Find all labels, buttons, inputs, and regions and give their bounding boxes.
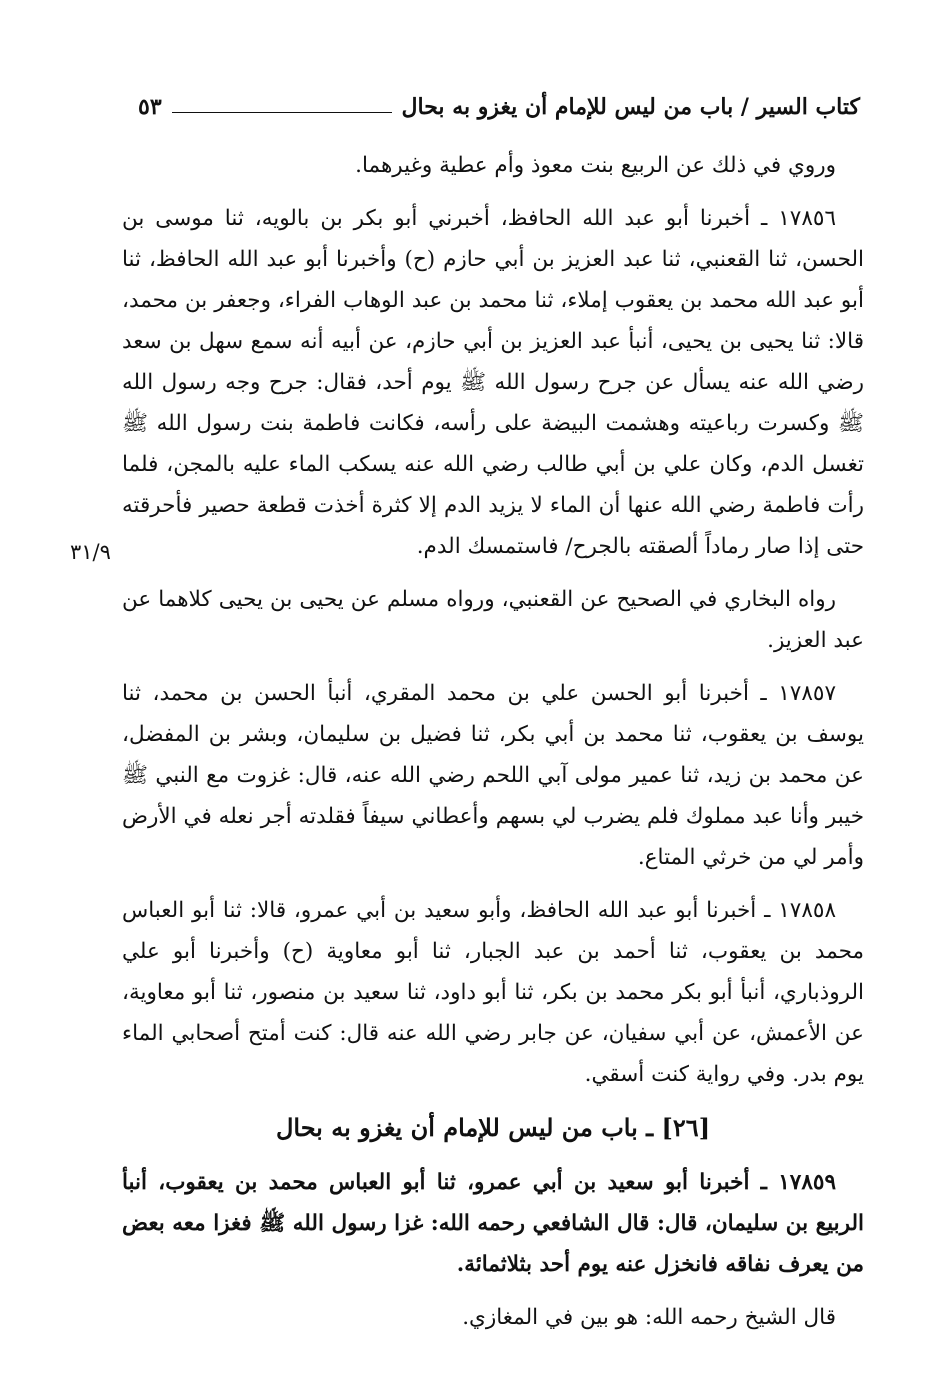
paragraph-bukhari: رواه البخاري في الصحيح عن القعنبي، ورواه مسلم عن يحيى بن يحيى كلاهما عن عبد العزيز.	[122, 587, 864, 653]
closing-remark: قال الشيخ رحمه الله: هو بين في المغازي.	[462, 1305, 836, 1330]
page-number: ٥٣	[138, 94, 162, 120]
header-title: كتاب السير / باب من ليس للإمام أن يغزو به بحال	[401, 94, 860, 120]
margin-reference: ٣١/٩	[70, 540, 111, 564]
chapter-heading: [٢٦] ـ باب من ليس للإمام أن يغزو به بحال	[275, 1113, 711, 1142]
hadith-17856: ١٧٨٥٦ ـ أخبرنا أبو عبد الله الحافظ، أخبرني أبو بكر بن بالويه، ثنا موسى بن الحسن، ثنا القعنبي، ثنا عبد العزيز بن أبي حازم (ح) وأخبرنا أبو عبد الله الحافظ، ثنا أبو عبد الله محمد بن يعقوب إملاء، ثنا محمد بن عبد الوهاب الفراء، وجعفر بن محمد، قالا: ثنا يحيى بن يحيى، أنبأ عبد العزيز بن أبي حازم، عن أبيه أنه سمع سهل بن سعد رضي الله عنه يسأل عن جرح رسول الله ﷺ يوم أحد، فقال: جرح وجه رسول الله ﷺ وكسرت رباعيته وهشمت البيضة على رأسه، فكانت فاطمة بنت رسول الله ﷺ تغسل الدم، وكان علي بن أبي طالب رضي الله عنه يسكب الماء عليه بالمجن، فلما رأت فاطمة رضي الله عنها أن الماء لا يزيد الدم إلا كثرة أخذت قطعة حصير فأحرقته حتى إذا صار رماداً ألصقته بالجرح/ فاستمسك الدم.	[122, 206, 864, 559]
running-header	[138, 86, 860, 120]
hadith-17859: ١٧٨٥٩ ـ أخبرنا أبو سعيد بن أبي عمرو، ثنا أبو العباس محمد بن يعقوب، أنبأ الربيع بن سليمان، قال: قال الشافعي رحمه الله: غزا رسول الله ﷺ فغزا معه بعض من يعرف نفاقه فانخزل عنه يوم أحد بثلاثمائة.	[122, 1170, 864, 1277]
body-text	[122, 145, 864, 1350]
hadith-17858: ١٧٨٥٨ ـ أخبرنا أبو عبد الله الحافظ، وأبو سعيد بن أبي عمرو، قالا: ثنا أبو العباس محمد بن يعقوب، ثنا أحمد بن عبد الجبار، ثنا أبو معاوية (ح) وأخبرنا أبو علي الروذباري، أنبأ أبو بكر محمد بن بكر، ثنا أبو داود، ثنا سعيد بن منصور، ثنا أبو معاوية، عن الأعمش، عن أبي سفيان، عن جابر رضي الله عنه قال: كنت أمتح أصحابي الماء يوم بدر. وفي رواية كنت أسقي.	[122, 898, 864, 1087]
header-rule	[172, 112, 392, 113]
hadith-17857: ١٧٨٥٧ ـ أخبرنا أبو الحسن علي بن محمد المقري، أنبأ الحسن بن محمد، ثنا يوسف بن يعقوب، ثنا محمد بن أبي بكر، ثنا فضيل بن سليمان، وبشر بن المفضل، عن محمد بن زيد، ثنا عمير مولى آبي اللحم رضي الله عنه، قال: غزوت مع النبي ﷺ خيبر وأنا عبد مملوك فلم يضرب لي بسهم وأعطاني سيفاً فقلدته أجر نعله في الأرض وأمر لي من خرثي المتاع.	[122, 681, 864, 870]
paragraph-intro: وروي في ذلك عن الربيع بنت معوذ وأم عطية وغيرهما.	[355, 153, 836, 178]
